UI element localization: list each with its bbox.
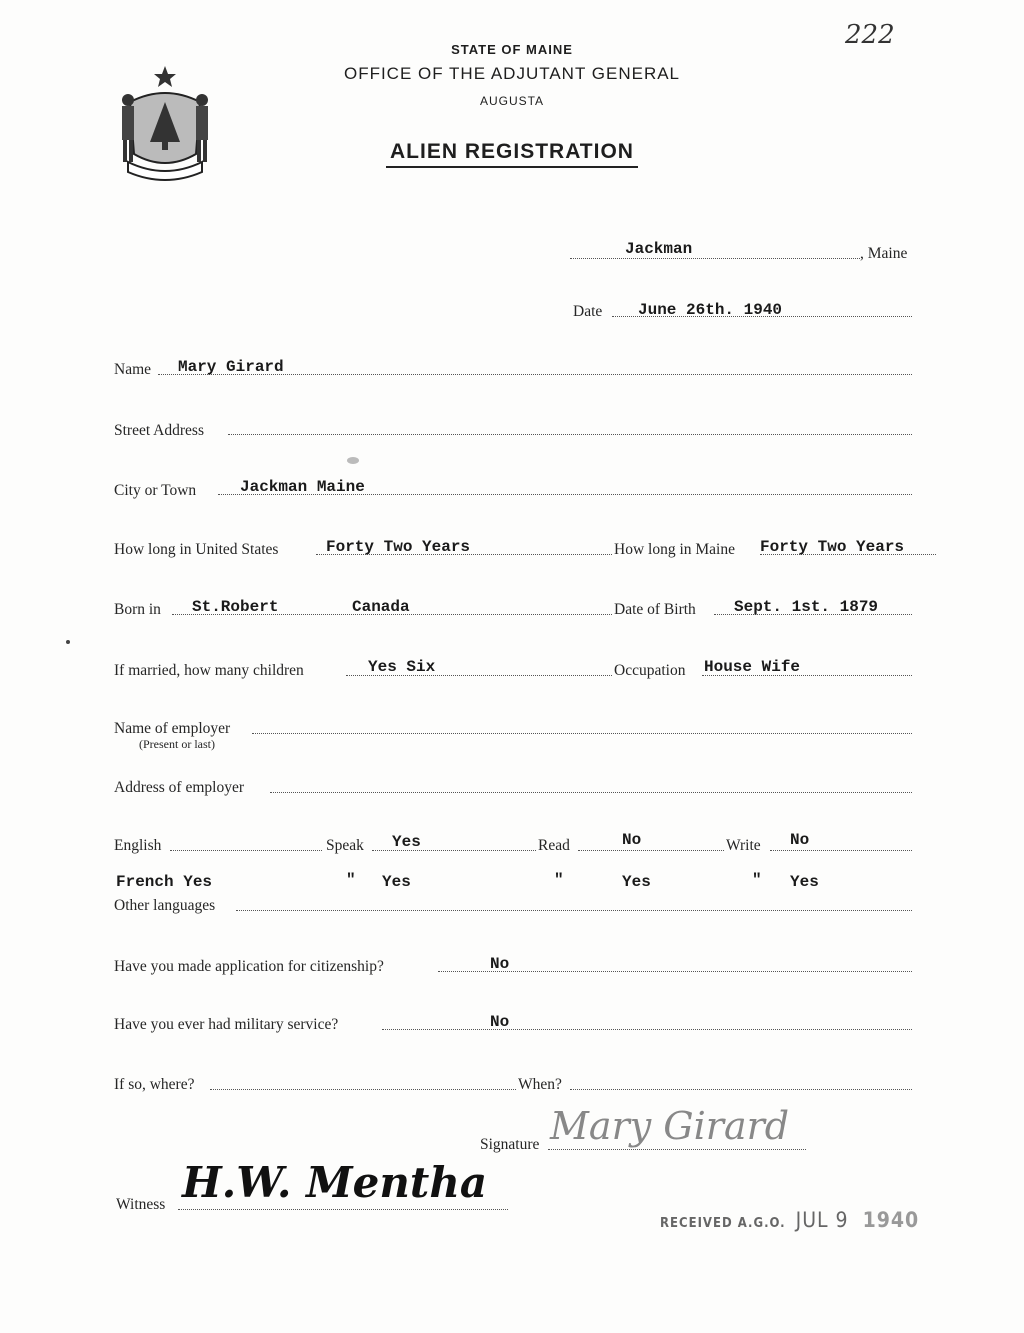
other-language-value: French Yes xyxy=(116,873,213,891)
when-label: When? xyxy=(518,1076,562,1093)
born-town-value: St.Robert xyxy=(192,598,279,616)
english-label: English xyxy=(114,837,162,854)
when-line xyxy=(570,1089,912,1090)
paper-smudge xyxy=(347,457,359,464)
name-value: Mary Girard xyxy=(178,358,284,376)
military-value: No xyxy=(490,1013,510,1031)
signature-handwritten: Mary Girard xyxy=(550,1104,790,1148)
city-value: Jackman Maine xyxy=(240,478,365,496)
employer-address-line xyxy=(270,792,912,793)
other-languages-label: Other languages xyxy=(114,897,216,914)
employer-line xyxy=(252,733,912,734)
signature-label: Signature xyxy=(480,1136,540,1153)
citizenship-value: No xyxy=(490,955,510,973)
maine-label: , Maine xyxy=(860,245,908,262)
english-line xyxy=(170,850,322,851)
dob-value: Sept. 1st. 1879 xyxy=(734,598,879,616)
city-label: City or Town xyxy=(114,482,197,499)
signature-line xyxy=(548,1149,806,1150)
stamp-year: 1940 xyxy=(862,1208,920,1232)
town-line xyxy=(570,258,860,259)
speak-label: Speak xyxy=(326,837,364,854)
born-country-value: Canada xyxy=(352,598,410,616)
town-value: Jackman xyxy=(625,240,693,258)
employer-address-label: Address of employer xyxy=(114,779,244,796)
military-line xyxy=(382,1029,912,1030)
page-number: 222 xyxy=(845,20,895,50)
paper-speck xyxy=(66,640,70,644)
witness-line xyxy=(178,1209,508,1210)
read-line xyxy=(578,850,724,851)
name-label: Name xyxy=(114,361,152,378)
ditto-read: " xyxy=(554,871,564,889)
witness-label: Witness xyxy=(116,1196,166,1213)
employer-label: Name of employer xyxy=(114,720,231,737)
received-stamp xyxy=(660,1208,919,1232)
dob-label: Date of Birth xyxy=(614,601,696,618)
occupation-label: Occupation xyxy=(614,662,686,679)
employer-sublabel: (Present or last) xyxy=(139,737,215,751)
maine-years-value: Forty Two Years xyxy=(760,538,905,556)
us-years-value: Forty Two Years xyxy=(326,538,471,556)
military-label: Have you ever had military service? xyxy=(114,1016,339,1033)
where-label: If so, where? xyxy=(114,1076,195,1093)
witness-handwritten: H.W. Mentha xyxy=(182,1158,488,1207)
english-speak-value: Yes xyxy=(392,833,421,851)
form-title-text: ALIEN REGISTRATION xyxy=(386,140,638,168)
born-in-label: Born in xyxy=(114,601,161,618)
ditto-speak: " xyxy=(346,871,356,889)
occupation-value: House Wife xyxy=(704,658,801,676)
english-write-value: No xyxy=(790,831,810,849)
write-line xyxy=(770,850,912,851)
street-line xyxy=(228,434,912,435)
street-label: Street Address xyxy=(114,422,204,439)
children-value: Yes Six xyxy=(368,658,436,676)
ditto-write: " xyxy=(752,871,762,889)
state-heading: STATE OF MAINE xyxy=(451,42,573,57)
read-label: Read xyxy=(538,837,570,854)
where-line xyxy=(210,1089,516,1090)
other-read-value: Yes xyxy=(622,873,651,891)
citizenship-label: Have you made application for citizenship? xyxy=(114,958,384,975)
stamp-date: JUL 9 xyxy=(795,1208,849,1232)
office-heading: OFFICE OF THE ADJUTANT GENERAL xyxy=(343,64,681,83)
children-label: If married, how many children xyxy=(114,662,304,679)
other-write-value: Yes xyxy=(790,873,819,891)
form-title xyxy=(0,140,1024,164)
other-speak-value: Yes xyxy=(382,873,411,891)
write-label: Write xyxy=(726,837,761,854)
date-label: Date xyxy=(573,303,603,320)
english-read-value: No xyxy=(622,831,642,849)
date-value: June 26th. 1940 xyxy=(638,301,783,319)
stamp-received-text: RECEIVED A.G.O. xyxy=(660,1216,786,1231)
maine-years-label: How long in Maine xyxy=(614,541,735,558)
other-languages-line xyxy=(236,910,912,911)
us-years-label: How long in United States xyxy=(114,541,279,558)
city-heading: AUGUSTA xyxy=(479,94,545,108)
